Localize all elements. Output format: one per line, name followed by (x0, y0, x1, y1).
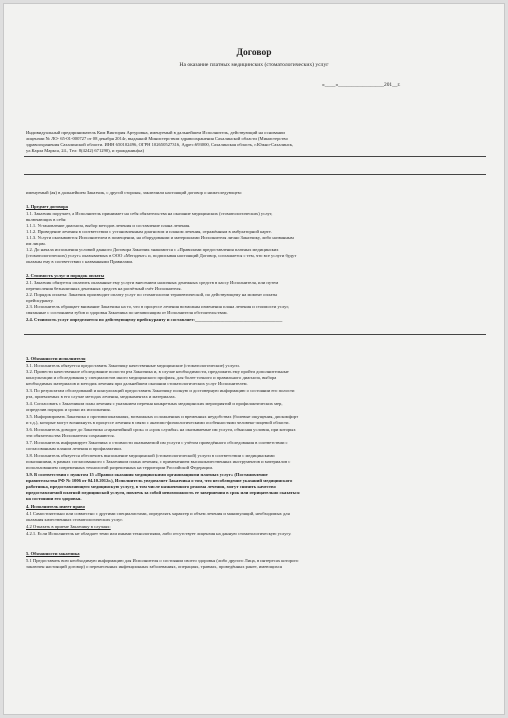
clause-line: 1.2. До начала исполнения условий данного Договора Заказчик знакомится с «Правилами предоставления платных медицинских (26, 247, 279, 252)
clause-line: 3.6. Исполнитель доводит до Заказчика «гарантийный срок» и «срок службы» на оказываемые им услуги, объясняя условия, при которых (26, 427, 296, 432)
clause-line: согласованным планом лечения и профилактики. (26, 446, 123, 451)
clause-line: оказаны ему в соответствии с названными Правилами. (26, 259, 134, 264)
clause-line: 4.1 Самостоятельно или совместно с другими специалистами, определять характер и объем лечения и манипуляций, необходимых для (26, 511, 290, 516)
clause-line: на состоянии его здоровья. (26, 496, 82, 501)
clause-line: необходимых материалов и методик лечения при дальнейшем оказании стоматологических услуг Исполнителем. (26, 381, 248, 386)
clause-line: 3.9. В соответствии с пунктом 15 «Правил оказания медицинскими организациями платных услуг» (Постановление (26, 472, 268, 477)
section-heading: 2. Стоимость услуг и порядок оплаты (26, 273, 105, 278)
clause-line: (стоматологических) услуг» оказываемых в ООО «Мегадент» и, подписывая настоящий Договор, соглашается с тем, что все услуги будут (26, 253, 297, 258)
clause-line: 3.3. По результатам обследований и консультаций предоставить Заказчику полную и достоверную информацию о состоянии его полости (26, 388, 295, 393)
clause-line: 3.5. Информировать Заказчика о противопоказаниях, возможных осложнениях и временных неудобствах (болевые ощущения, дискомфорт (26, 414, 299, 419)
clause-line: 1.1.1. Установление диагноза, выбор методов лечения и составление плана лечения. (26, 223, 191, 228)
customer-line: именуемый (ая) в дальнейшем Заказчик, с другой стороны, заключили настоящий договор о нижеследующем: (26, 190, 242, 195)
clause-line: работника, предоставляющего медицинскую услугу, в том числе назначенного режима лечения, могут снизить качество (26, 484, 276, 489)
fill-in-line (24, 156, 486, 157)
clause-line: и т.д.), которые могут возникнуть в процессе лечения в связи с анатомо-физиологическими особенностями человеко-лицевой области. (26, 420, 290, 425)
clause-line: 3.8. Исполнитель обязуется обеспечить выполнение медицинской (стоматологической) услуги в соответствии с медицинскими (26, 453, 275, 458)
clause-line: показаниями, в рамках согласованного с Заказчиком плана лечения, с применением высококачественных инструментов и материалов с (26, 459, 291, 464)
clause-line: консультации и обследования у специалистов иного медицинского профиля, для более точного и правильного диагноза, выбора (26, 375, 277, 380)
clause-line: 3.4. Согласовать с Заказчиком план лечения с указанием перечня конкретных медицинских мероприятий и профилактических мер, (26, 401, 283, 406)
clause-line: 5.1 Предоставить всю необходимую информацию для Исполнителя о состоянии своего здоровья (либо другого Лица, в интересах которого (26, 558, 299, 563)
clause-line: связанные с состоянием зубов и здоровья Заказчика по независящим от Исполнителя обстоятельствам. (26, 310, 228, 315)
fill-in-line (24, 174, 486, 175)
clause-line: 2.2. Порядок оплаты: Заказчик производит оплату услуг по стоматологии терапевтической, по действующему на момент оплаты (26, 292, 278, 297)
section-heading: 1. Предмет договора (26, 204, 68, 209)
clause-line: использованием современных технологий разрешенных на территории Российской Федерации. (26, 465, 214, 470)
clause-line: 3.7. Исполнитель информирует Заказчика о стоимости оказываемой им услуги с учётом проведённого обследования в соответствии с (26, 440, 288, 445)
clause-line: 2.3. Исполнитель обращает внимание Заказчика на то, что в процессе лечения возможны изменения плана лечения и стоимости услуг, (26, 304, 289, 309)
section-heading: 3. Обязанности исполнителя (26, 356, 86, 361)
clause-line: заключен настоящий договор) о перенесенных инфекционных заболеваниях, операциях, травмах, проведённых ранее, имеющихся (26, 564, 283, 569)
clause-line: 3.2. Провести качественное обследование полости рта Заказчика и, в случае необходимости, предложить ему пройти дополнительные (26, 369, 289, 374)
clause-line: 1.1.2. Проведение лечения в соответствии с установленным диагнозом и планом лечения, отражённым в амбулаторной карте. (26, 229, 272, 234)
clause-line: определив порядок и сроки их исполнения. (26, 407, 111, 412)
section-heading: 5. Обязанности заказчика (26, 551, 80, 556)
clause-line: им лицам. (26, 241, 46, 246)
clause-line: рта, приемлемых в его случае методах лечения, медикаментах и материалах. (26, 394, 176, 399)
clause-line: 1.1.3. Услуги оказываются Исполнителем в помещении, на оборудовании и материалами Исполнителя лично Заказчику, либо названным (26, 235, 294, 240)
clause-line: 4.2 Отказать в приеме Заказчику в случаях: (26, 524, 111, 529)
clause-line: 2.4. Стоимость услуг определяется по действующему прейскуранту и составляет:______________________________________ (26, 317, 283, 322)
clause-line: эти обязательства Исполнителя сохраняются. (26, 433, 115, 438)
document-title: Договор (236, 48, 272, 58)
document-page (3, 3, 505, 715)
clause-line: 1.1. Заказчик поручает, а Исполнитель принимает на себя обязательства на оказание медицинских (стоматологических) услуг, (26, 211, 273, 216)
document-subtitle: На оказание платных медицинских (стоматологических) услуг (179, 62, 329, 68)
clause-line: правительства РФ № 1006 от 04.10.2012г.), Исполнитель уведомляет Заказчика о том, что несоблюдение указаний медицинского (26, 478, 293, 483)
clause-line: перечисления безналичных денежных средств на расчётный счёт Исполнителя. (26, 286, 182, 291)
clause-line: 3.1. Исполнитель обязуется предоставить Заказчику качественные медицинские (стоматологические) услуги. (26, 363, 240, 368)
section-heading: 4. Исполнитель имеет право (26, 504, 85, 509)
intro-line: здравоохранения Сахалинской области. ИНН 650102496, ОГРН 102650527316, Адрес:693000, Сахалинская область, г.Южно-Сахалинск, (26, 142, 294, 147)
clause-line: включающих в себя: (26, 217, 67, 222)
clause-line: 4.2.1. Если Исполнитель не обладает теми или иными технологиями, либо отсутствует лицензия на данную стоматологическую услугу. (26, 531, 292, 536)
clause-line: предоставляемой платной медицинской услуги, повлечь за собой невозможность ее завершения в срок или отрицательно сказаться (26, 490, 300, 495)
clause-line: оказания качественных стоматологических услуг. (26, 517, 123, 522)
clause-line: прейскуранту. (26, 298, 54, 303)
clause-line: 2.1. Заказчик обязуется оплатить оказанные ему услуги внесением наличных денежных средств в кассу Исполнителя, или путем (26, 280, 279, 285)
intro-line: лицензии № ЛО- 65-01-000727 от 08 декабря 2014г, выданной Министерством здравоохранения Сахалинской области (Министерство (26, 136, 288, 141)
intro-line: ул.Карла Маркса, 24., Тел: 8(4242) 671290), и гражданин(ка) (26, 148, 145, 153)
date-line: «____»_________________201__г. (322, 82, 401, 88)
fill-in-line (24, 334, 486, 335)
intro-line: Индивидуальный предприниматель Ким Виктория Артуровна, именуемый в дальнейшем Исполнитель, действующий на основании (26, 130, 285, 135)
